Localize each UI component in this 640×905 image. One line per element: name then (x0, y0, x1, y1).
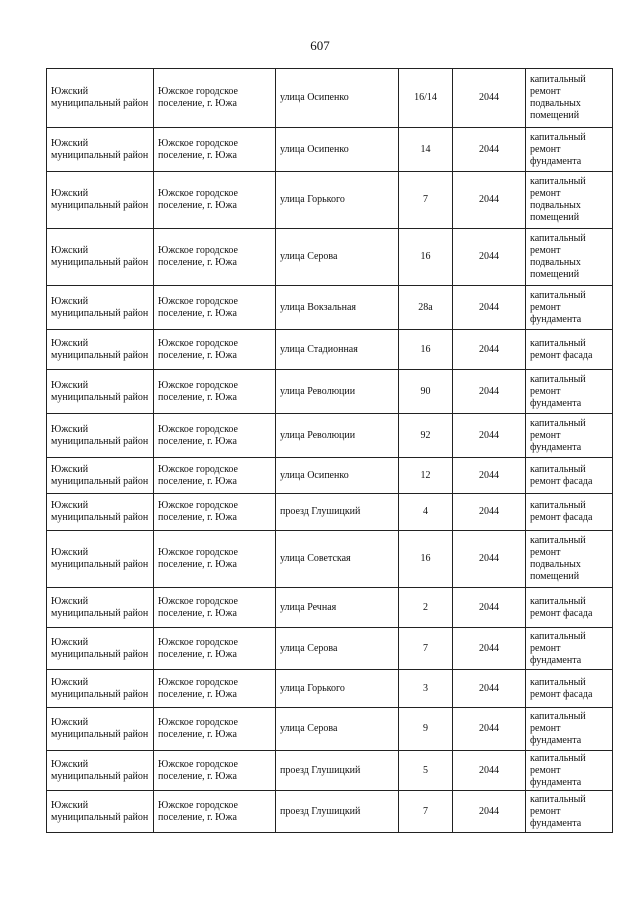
district-cell: Южский муниципальный район (47, 69, 154, 128)
work-type-cell: капитальный ремонт фундамента (526, 751, 613, 791)
settlement-cell: Южское городское поселение, г. Южа (154, 69, 276, 128)
street-cell: улица Серова (276, 229, 399, 286)
table-row (47, 494, 613, 531)
house-number-cell: 7 (399, 628, 453, 670)
settlement-cell: Южское городское поселение, г. Южа (154, 330, 276, 370)
year-cell: 2044 (453, 69, 526, 128)
housing-repair-table (46, 68, 613, 833)
year-cell: 2044 (453, 670, 526, 708)
house-number-cell: 7 (399, 791, 453, 833)
settlement-cell: Южское городское поселение, г. Южа (154, 670, 276, 708)
table-row (47, 370, 613, 414)
page-number: 607 (310, 38, 330, 53)
year-cell: 2044 (453, 172, 526, 229)
work-type-cell: капитальный ремонт подвальных помещений (526, 69, 613, 128)
work-type-cell: капитальный ремонт фасада (526, 670, 613, 708)
district-cell: Южский муниципальный район (47, 286, 154, 330)
house-number-cell: 92 (399, 414, 453, 458)
house-number-cell: 3 (399, 670, 453, 708)
work-type-cell: капитальный ремонт фасада (526, 494, 613, 531)
year-cell: 2044 (453, 414, 526, 458)
district-cell: Южский муниципальный район (47, 791, 154, 833)
district-cell: Южский муниципальный район (47, 531, 154, 588)
street-cell: улица Серова (276, 628, 399, 670)
street-cell: проезд Глушицкий (276, 751, 399, 791)
settlement-cell: Южское городское поселение, г. Южа (154, 458, 276, 494)
house-number-cell: 16 (399, 531, 453, 588)
year-cell: 2044 (453, 531, 526, 588)
settlement-cell: Южское городское поселение, г. Южа (154, 286, 276, 330)
house-number-cell: 12 (399, 458, 453, 494)
district-cell: Южский муниципальный район (47, 128, 154, 172)
district-cell: Южский муниципальный район (47, 458, 154, 494)
table-row (47, 414, 613, 458)
district-cell: Южский муниципальный район (47, 670, 154, 708)
settlement-cell: Южское городское поселение, г. Южа (154, 494, 276, 531)
house-number-cell: 5 (399, 751, 453, 791)
table-row (47, 628, 613, 670)
house-number-cell: 28а (399, 286, 453, 330)
district-cell: Южский муниципальный район (47, 414, 154, 458)
year-cell: 2044 (453, 751, 526, 791)
table-row (47, 286, 613, 330)
house-number-cell: 16 (399, 229, 453, 286)
district-cell: Южский муниципальный район (47, 588, 154, 628)
house-number-cell: 7 (399, 172, 453, 229)
house-number-cell: 9 (399, 708, 453, 751)
table-row (47, 791, 613, 833)
table-row (47, 531, 613, 588)
house-number-cell: 2 (399, 588, 453, 628)
street-cell: улица Горького (276, 172, 399, 229)
year-cell: 2044 (453, 494, 526, 531)
work-type-cell: капитальный ремонт подвальных помещений (526, 531, 613, 588)
street-cell: улица Советская (276, 531, 399, 588)
district-cell: Южский муниципальный район (47, 370, 154, 414)
work-type-cell: капитальный ремонт фасада (526, 330, 613, 370)
street-cell: улица Осипенко (276, 128, 399, 172)
district-cell: Южский муниципальный район (47, 751, 154, 791)
work-type-cell: капитальный ремонт подвальных помещений (526, 172, 613, 229)
street-cell: проезд Глушицкий (276, 791, 399, 833)
table-row (47, 588, 613, 628)
table-row (47, 172, 613, 229)
year-cell: 2044 (453, 588, 526, 628)
table-row (47, 670, 613, 708)
street-cell: улица Речная (276, 588, 399, 628)
year-cell: 2044 (453, 286, 526, 330)
street-cell: улица Осипенко (276, 69, 399, 128)
work-type-cell: капитальный ремонт фундамента (526, 128, 613, 172)
street-cell: улица Вокзальная (276, 286, 399, 330)
work-type-cell: капитальный ремонт фундамента (526, 791, 613, 833)
table-row (47, 751, 613, 791)
table-row (47, 128, 613, 172)
settlement-cell: Южское городское поселение, г. Южа (154, 414, 276, 458)
settlement-cell: Южское городское поселение, г. Южа (154, 791, 276, 833)
district-cell: Южский муниципальный район (47, 229, 154, 286)
settlement-cell: Южское городское поселение, г. Южа (154, 588, 276, 628)
year-cell: 2044 (453, 458, 526, 494)
settlement-cell: Южское городское поселение, г. Южа (154, 628, 276, 670)
house-number-cell: 16 (399, 330, 453, 370)
table-row (47, 708, 613, 751)
settlement-cell: Южское городское поселение, г. Южа (154, 229, 276, 286)
year-cell: 2044 (453, 791, 526, 833)
year-cell: 2044 (453, 128, 526, 172)
settlement-cell: Южское городское поселение, г. Южа (154, 531, 276, 588)
settlement-cell: Южское городское поселение, г. Южа (154, 370, 276, 414)
year-cell: 2044 (453, 330, 526, 370)
work-type-cell: капитальный ремонт фундамента (526, 414, 613, 458)
work-type-cell: капитальный ремонт фундамента (526, 370, 613, 414)
year-cell: 2044 (453, 628, 526, 670)
district-cell: Южский муниципальный район (47, 708, 154, 751)
settlement-cell: Южское городское поселение, г. Южа (154, 751, 276, 791)
table-row (47, 458, 613, 494)
year-cell: 2044 (453, 708, 526, 751)
house-number-cell: 90 (399, 370, 453, 414)
work-type-cell: капитальный ремонт подвальных помещений (526, 229, 613, 286)
house-number-cell: 4 (399, 494, 453, 531)
table-row (47, 229, 613, 286)
district-cell: Южский муниципальный район (47, 172, 154, 229)
street-cell: улица Осипенко (276, 458, 399, 494)
street-cell: улица Стадионная (276, 330, 399, 370)
settlement-cell: Южское городское поселение, г. Южа (154, 128, 276, 172)
work-type-cell: капитальный ремонт фасада (526, 588, 613, 628)
street-cell: улица Революции (276, 370, 399, 414)
house-number-cell: 14 (399, 128, 453, 172)
table-row (47, 69, 613, 128)
year-cell: 2044 (453, 370, 526, 414)
district-cell: Южский муниципальный район (47, 494, 154, 531)
street-cell: проезд Глушицкий (276, 494, 399, 531)
table-row (47, 330, 613, 370)
street-cell: улица Горького (276, 670, 399, 708)
settlement-cell: Южское городское поселение, г. Южа (154, 172, 276, 229)
house-number-cell: 16/14 (399, 69, 453, 128)
table-body (47, 69, 613, 833)
work-type-cell: капитальный ремонт фундамента (526, 286, 613, 330)
street-cell: улица Серова (276, 708, 399, 751)
district-cell: Южский муниципальный район (47, 330, 154, 370)
street-cell: улица Революции (276, 414, 399, 458)
settlement-cell: Южское городское поселение, г. Южа (154, 708, 276, 751)
work-type-cell: капитальный ремонт фасада (526, 458, 613, 494)
year-cell: 2044 (453, 229, 526, 286)
work-type-cell: капитальный ремонт фундамента (526, 708, 613, 751)
district-cell: Южский муниципальный район (47, 628, 154, 670)
work-type-cell: капитальный ремонт фундамента (526, 628, 613, 670)
